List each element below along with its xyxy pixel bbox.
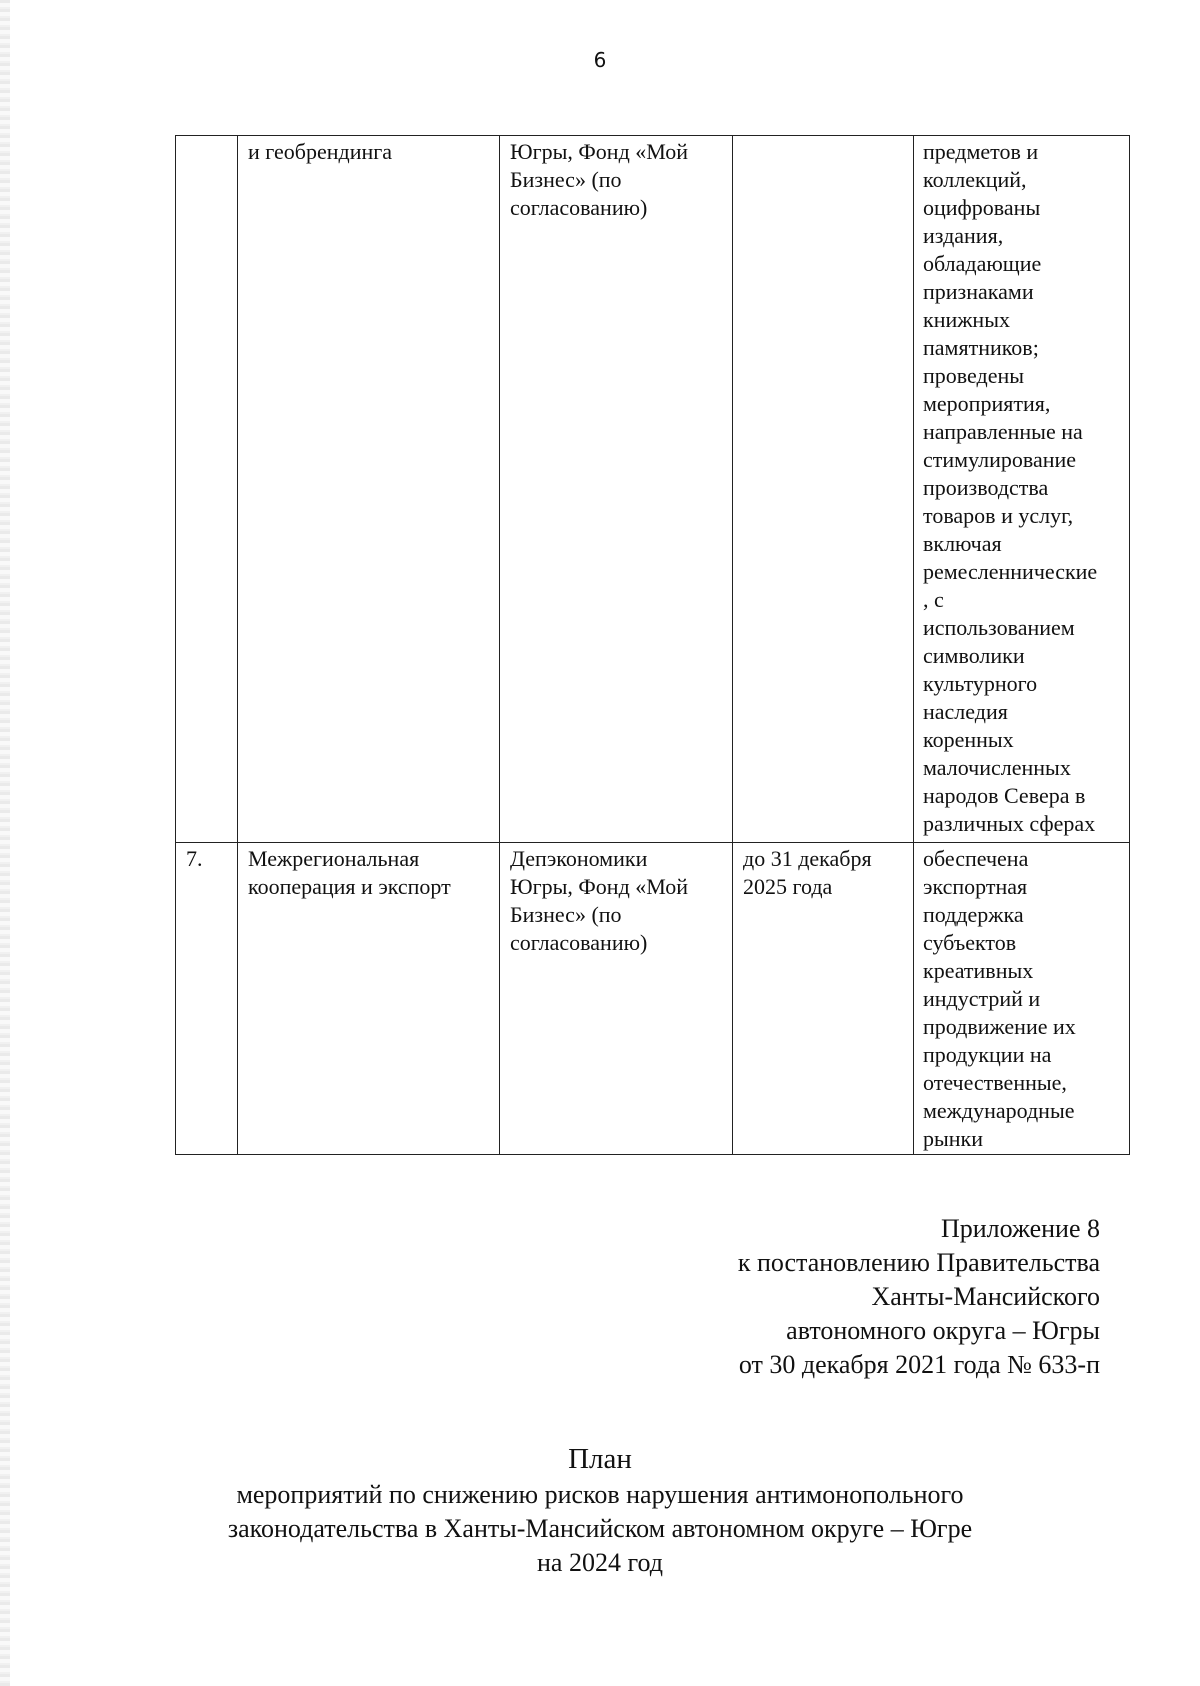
row-number-cell (176, 136, 238, 843)
table-row (176, 136, 1130, 843)
plan-title: План (568, 1443, 632, 1475)
result-cell: предметов и коллекций, оцифрованы издания, обладающие признаками книжных памятников; проведены мероприятия, направленные на стимулирование производства товаров и услуг, включая ремесленнические , с использованием символики культурного наследия коренных малочисленных народов Севера в различных сферах (914, 136, 1130, 843)
appendix-header: Приложение 8 к постановлению Правительства Ханты-Мансийского автономного округа – Югры от 30 декабря 2021 года № 633-п (737, 1214, 1100, 1379)
plan-heading (0, 1440, 1200, 1580)
page-number: 6 (593, 48, 607, 72)
scan-edge-artifact (0, 0, 10, 1686)
executor-cell: Депэкономики Югры, Фонд «Мой Бизнес» (по согласованию) (500, 843, 733, 1155)
plan-subtitle: мероприятий по снижению рисков нарушения антимонопольного законодательства в Ханты-Мансийском автономном округе – Югре на 2024 год (227, 1480, 973, 1577)
executor-cell: Югры, Фонд «Мой Бизнес» (по согласованию) (500, 136, 733, 843)
result-cell: обеспечена экспортная поддержка субъектов креативных индустрий и продвижение их продукции на отечественные, международные рынки (914, 843, 1130, 1155)
plan-table (175, 135, 1130, 1155)
table-row (176, 843, 1130, 1155)
deadline-cell (733, 136, 914, 843)
row-number-cell: 7. (176, 843, 238, 1155)
event-name-cell: и геобрендинга (238, 136, 500, 843)
event-name-cell: Межрегиональная кооперация и экспорт (238, 843, 500, 1155)
deadline-cell: до 31 декабря 2025 года (733, 843, 914, 1155)
